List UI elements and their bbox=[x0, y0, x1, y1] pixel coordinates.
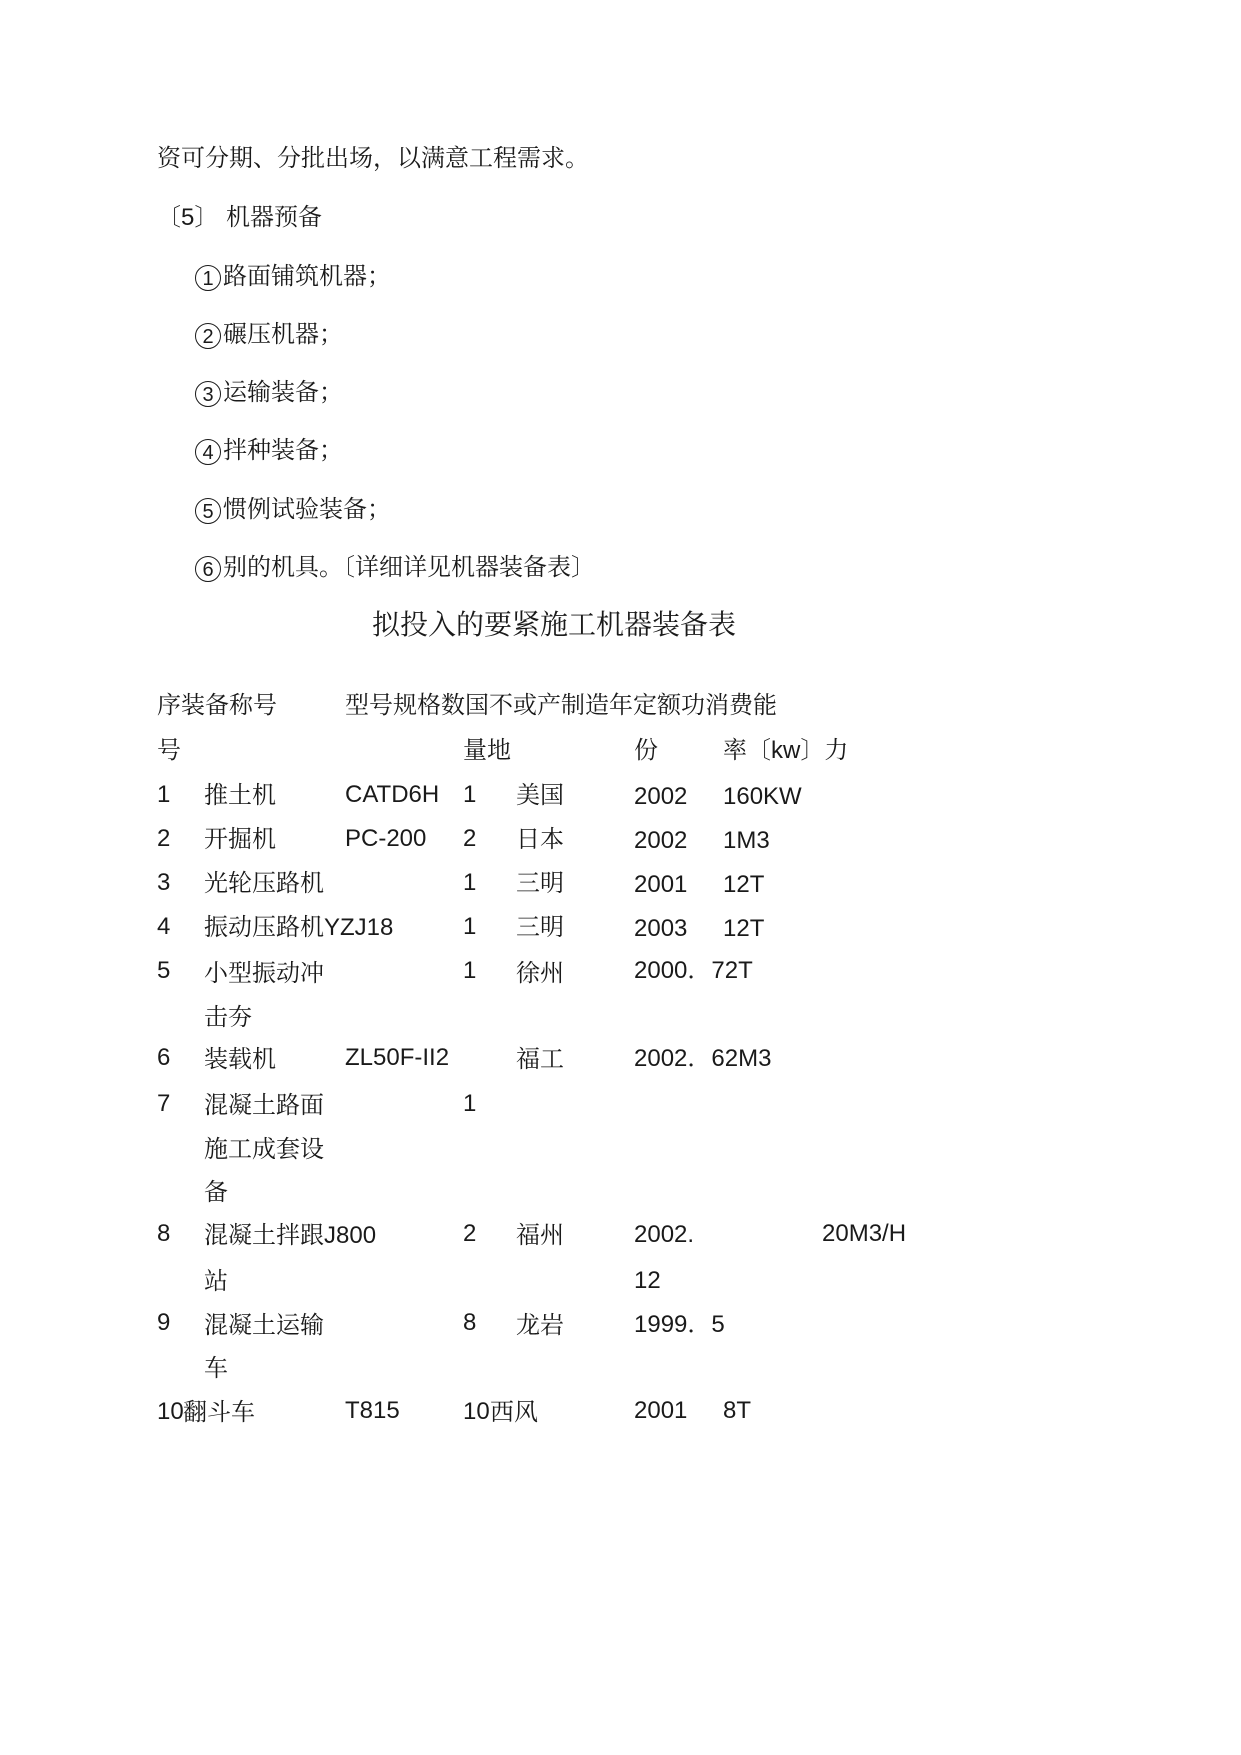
circled-number-marker: 1 bbox=[195, 265, 221, 291]
table-header-left: 序装备称号 bbox=[157, 691, 277, 719]
table-header-year: 份 bbox=[634, 736, 658, 764]
cell-model: ZL50F-II2 bbox=[345, 1044, 450, 1071]
cell-power: 160KW bbox=[723, 783, 802, 810]
section-heading bbox=[157, 202, 322, 233]
cell-model: T815 bbox=[345, 1397, 400, 1424]
cell-name: 光轮压路机 bbox=[204, 869, 324, 897]
cell-year: 2002 bbox=[634, 783, 688, 810]
cell-origin: 西风 bbox=[490, 1398, 538, 1426]
cell-year: 2002. bbox=[634, 1221, 695, 1248]
cell-name-cont: 击夯 bbox=[204, 1003, 252, 1031]
cell-name-cont: 备 bbox=[204, 1178, 228, 1206]
cell-name-cont: 施工成套设 bbox=[204, 1135, 324, 1163]
cell-no: 8 bbox=[157, 1220, 171, 1247]
circled-number-marker: 4 bbox=[195, 439, 221, 465]
cell-qty: 1 bbox=[463, 957, 477, 984]
table-header-qty: 量地 bbox=[463, 736, 511, 764]
cell-no: 3 bbox=[157, 869, 171, 896]
cell-no: 2 bbox=[157, 825, 171, 852]
cell-origin: 美国 bbox=[516, 781, 564, 809]
cell-name-text: 混凝土拌跟 bbox=[204, 1221, 324, 1249]
table-title: 拟投入的要紧施工机器装备表 bbox=[372, 608, 737, 641]
circled-number-marker: 3 bbox=[195, 381, 221, 407]
cell-no: 9 bbox=[157, 1309, 171, 1336]
cell-qty: 8 bbox=[463, 1309, 477, 1336]
cell-year-power: 2000．72T bbox=[634, 957, 753, 984]
cell-power: 8T bbox=[723, 1397, 752, 1424]
cell-name: 小型振动冲 bbox=[204, 959, 324, 987]
cell-year: 1999．5 bbox=[634, 1311, 725, 1338]
cell-qty: 1 bbox=[463, 913, 477, 940]
cell-name-cont: 站 bbox=[204, 1267, 228, 1295]
list-item-text: 惯例试验装备； bbox=[223, 495, 391, 523]
section-number: 5 bbox=[181, 204, 195, 231]
list-item-text: 拌种装备； bbox=[223, 436, 343, 464]
cell-year-power: 2002．62M3 bbox=[634, 1045, 772, 1072]
list-item bbox=[195, 494, 391, 524]
cell-origin: 福州 bbox=[516, 1221, 564, 1249]
section-open-bracket: 〔 bbox=[157, 203, 181, 231]
cell-capacity: 20M3/H bbox=[822, 1220, 907, 1247]
circled-number-marker: 6 bbox=[195, 556, 221, 582]
list-item-text: 别的机具。〔详细详见机器装备表〕 bbox=[223, 553, 595, 581]
circled-number-marker: 5 bbox=[195, 498, 221, 524]
cell-qty: 1 bbox=[463, 781, 477, 808]
cell-no: 4 bbox=[157, 913, 171, 940]
list-item-text: 路面铺筑机器； bbox=[223, 262, 391, 290]
table-header-rate bbox=[723, 735, 848, 766]
cell-origin: 三明 bbox=[516, 913, 564, 941]
cell-year: 2001 bbox=[634, 1397, 688, 1424]
rate-suffix: 〕力 bbox=[800, 736, 849, 764]
cell-model: CATD6H bbox=[345, 781, 440, 808]
cell-name bbox=[204, 912, 393, 943]
cell-name-cont: 车 bbox=[204, 1354, 228, 1382]
cell-model-inline: J800 bbox=[324, 1222, 377, 1249]
cell-model-inline: YZJ18 bbox=[324, 914, 394, 941]
cell-qty: 1 bbox=[463, 869, 477, 896]
cell-name bbox=[204, 1220, 376, 1251]
cell-origin: 日本 bbox=[516, 825, 564, 853]
cell-name: 开掘机 bbox=[204, 825, 276, 853]
rate-prefix: 率〔 bbox=[723, 736, 771, 764]
rate-unit: kw bbox=[771, 737, 801, 764]
cell-power: 12T bbox=[723, 871, 765, 898]
cell-origin: 三明 bbox=[516, 869, 564, 897]
cell-origin: 龙岩 bbox=[516, 1311, 564, 1339]
list-item bbox=[195, 261, 391, 291]
cell-qty: 2 bbox=[463, 1220, 477, 1247]
cell-year: 2003 bbox=[634, 915, 688, 942]
list-item bbox=[195, 377, 343, 407]
section-title: 机器预备 bbox=[226, 203, 322, 231]
cell-no: 1 bbox=[157, 781, 171, 808]
cell-name: 混凝土运输 bbox=[204, 1311, 324, 1339]
cell-name: 混凝土路面 bbox=[204, 1091, 324, 1119]
cell-power: 1M3 bbox=[723, 827, 770, 854]
section-close-bracket: 〕 bbox=[194, 203, 219, 231]
intro-line: 资可分期、分批出场，以满意工程需求。 bbox=[157, 144, 589, 172]
list-item-text: 运输装备； bbox=[223, 378, 343, 406]
cell-no: 10 bbox=[157, 1398, 184, 1425]
cell-year: 2002 bbox=[634, 827, 688, 854]
circled-number-marker: 2 bbox=[195, 323, 221, 349]
cell-no: 6 bbox=[157, 1044, 171, 1071]
cell-power: 12T bbox=[723, 915, 765, 942]
list-item bbox=[195, 319, 343, 349]
cell-name: 装载机 bbox=[204, 1045, 276, 1073]
list-item bbox=[195, 552, 595, 582]
cell-name: 推土机 bbox=[204, 781, 276, 809]
table-header-no: 号 bbox=[157, 736, 181, 764]
cell-no: 5 bbox=[157, 957, 171, 984]
cell-origin: 徐州 bbox=[516, 959, 564, 987]
cell-year: 2001 bbox=[634, 871, 688, 898]
cell-qty: 2 bbox=[463, 825, 477, 852]
cell-model: PC-200 bbox=[345, 825, 427, 852]
cell-qty: 1 bbox=[463, 1090, 477, 1117]
list-item bbox=[195, 435, 343, 465]
cell-origin: 福工 bbox=[516, 1045, 564, 1073]
table-header-right: 型号规格数国不或产制造年定额功消费能 bbox=[345, 691, 777, 719]
cell-qty: 10 bbox=[463, 1398, 490, 1425]
list-item-text: 碾压机器； bbox=[223, 320, 343, 348]
cell-no: 7 bbox=[157, 1090, 171, 1117]
cell-year-cont: 12 bbox=[634, 1267, 661, 1294]
cell-name-text: 振动压路机 bbox=[204, 913, 324, 941]
cell-name: 翻斗车 bbox=[183, 1398, 255, 1426]
